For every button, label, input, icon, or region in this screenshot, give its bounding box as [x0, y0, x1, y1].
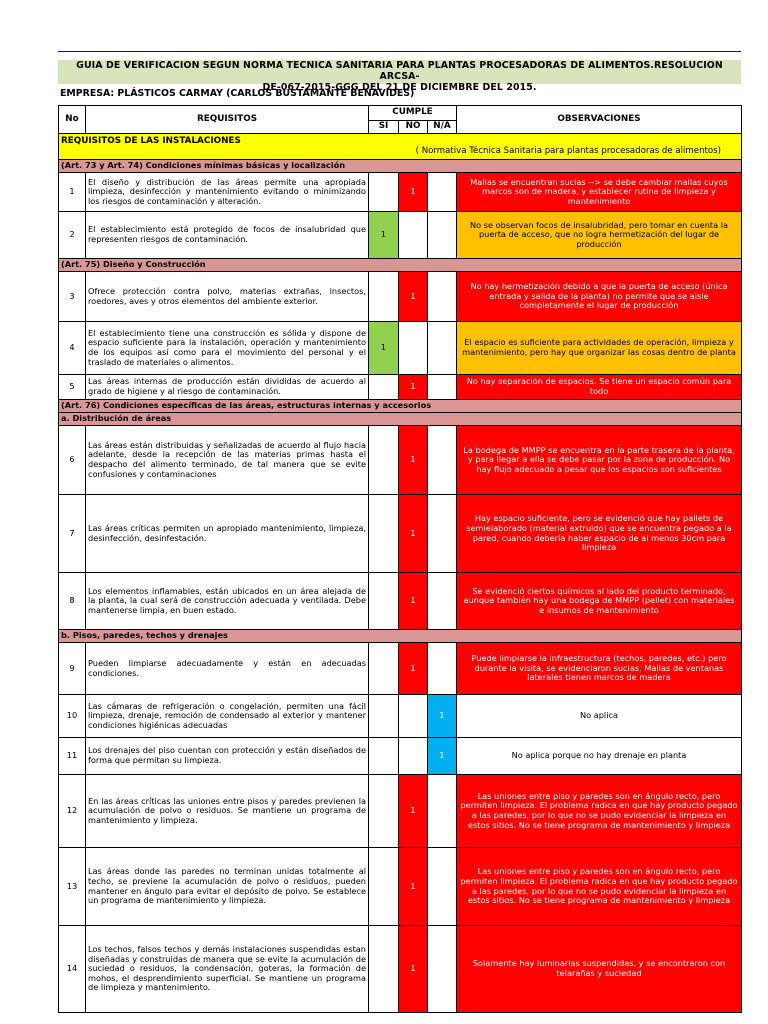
row-number: 6 [59, 426, 86, 495]
table-row [59, 848, 742, 926]
row-observation: Solamente hay luminarias suspendidas, y se encontraron con telarañas y suciedad [457, 926, 742, 1013]
cumple-na-cell [428, 426, 457, 495]
subsection-art73: (Art. 73 y Art. 74) Condiciones mínimas básicas y localización [59, 160, 742, 173]
cumple-na-cell [428, 643, 457, 695]
cumple-si-cell [369, 738, 399, 775]
table-row [59, 573, 742, 630]
table-row [59, 375, 742, 400]
cumple-na-cell [428, 212, 457, 259]
cumple-si-cell [369, 426, 399, 495]
section-note: ( Normativa Técnica Sanitaria para plantas procesadoras de alimentos) [415, 145, 721, 156]
cumple-si-cell [369, 926, 399, 1013]
row-observation: Las uniones entre piso y paredes son en ángulo recto, pero permiten limpieza. El problema radica en que hay producto pegado a las paredes, por lo que no se pudo evidenciar la limpieza en estos sitios. No se tiene programa de mantenimiento y limpieza [457, 775, 742, 848]
row-observation: No hay hermetización debido a que la puerta de acceso (única entrada y salida de la planta) no permite que se aisle completamente el lugar de producción [457, 272, 742, 322]
row-number: 10 [59, 695, 86, 738]
cumple-si-cell: 1 [369, 212, 399, 259]
title-line-2: DE-067-2015-GGG DEL 21 DE DICIEMBRE DEL 2015. [262, 82, 537, 93]
row-observation: El espacio es suficiente para actividades de operación, limpieza y mantenimiento, pero hay que organizar las cosas dentro de planta [457, 322, 742, 375]
title-line-1: GUIA DE VERIFICACION SEGUN NORMA TECNICA SANITARIA PARA PLANTAS PROCESADORAS DE ALIMENTOS.RESOLUCION ARCSA- [76, 60, 723, 82]
row-number: 5 [59, 375, 86, 400]
cumple-na-cell [428, 173, 457, 212]
row-requirement: Pueden limpiarse adecuadamente y están en adecuadas condiciones. [86, 643, 369, 695]
verification-table [58, 105, 742, 1013]
cumple-na-cell [428, 573, 457, 630]
header-no-col: NO [399, 121, 428, 134]
cumple-na-cell [428, 272, 457, 322]
top-rule [58, 51, 741, 52]
row-number: 12 [59, 775, 86, 848]
row-observation: No hay separación de espacios. Se tiene un espacio común para todo [457, 375, 742, 400]
cumple-si-cell [369, 775, 399, 848]
subsection-a: a. Distribución de áreas [59, 413, 742, 426]
row-observation: No aplica porque no hay drenaje en planta [457, 738, 742, 775]
cumple-na-cell [428, 926, 457, 1013]
cumple-no-cell: 1 [399, 926, 428, 1013]
row-requirement: Los elementos inflamables, están ubicados en un área alejada de la planta, la cual será de construcción adecuada y ventilada. Debe mantenerse limpia, en buen estado. [86, 573, 369, 630]
header-si: SI [369, 121, 399, 134]
row-number: 1 [59, 173, 86, 212]
row-requirement: El establecimiento está protegido de focos de insalubridad que representen riesgos de contaminación. [86, 212, 369, 259]
cumple-na-cell [428, 848, 457, 926]
cumple-no-cell: 1 [399, 426, 428, 495]
row-number: 13 [59, 848, 86, 926]
cumple-si-cell [369, 643, 399, 695]
rows-group-4 [59, 643, 742, 1013]
row-requirement: Las áreas internas de producción están divididas de acuerdo al grado de higiene y al riesgo de contaminación. [86, 375, 369, 400]
cumple-na-cell [428, 495, 457, 573]
table-row [59, 426, 742, 495]
table-row [59, 322, 742, 375]
row-observation: No se observan focos de insalubridad, pero tomar en cuenta la puerta de acceso, que no logra hermetización del lugar de producción [457, 212, 742, 259]
row-observation: Puede limpiarse la infraestructura (techos, paredes, etc.) pero durante la visita, se evidenciaron sucias. Mallas de ventanas laterales tienen marcos de madera [457, 643, 742, 695]
table-row [59, 643, 742, 695]
row-number: 4 [59, 322, 86, 375]
table-row [59, 775, 742, 848]
table-row [59, 926, 742, 1013]
cumple-si-cell: 1 [369, 322, 399, 375]
row-observation: Se evidenció ciertos químicos al lado del producto terminado, aunque también hay una bodega de MMPP (pellet) con materiales e insumos de mantenimiento [457, 573, 742, 630]
cumple-na-cell: 1 [428, 738, 457, 775]
row-requirement: Ofrece protección contra polvo, materias extrañas, insectos, roedores, aves y otros elementos del ambiente exterior. [86, 272, 369, 322]
row-observation: No aplica [457, 695, 742, 738]
cumple-na-cell [428, 775, 457, 848]
empresa-label: EMPRESA: PLÁSTICOS CARMAY (CARLOS BUSTAMANTE BENAVIDES) [60, 88, 415, 99]
row-number: 11 [59, 738, 86, 775]
row-number: 3 [59, 272, 86, 322]
cumple-no-cell: 1 [399, 375, 428, 400]
row-number: 14 [59, 926, 86, 1013]
section-row [59, 134, 742, 160]
rows-group-3 [59, 426, 742, 630]
row-requirement: Las áreas donde las paredes no terminan unidas totalmente al techo, se previene la acumulación de polvo o residuos, pueden mantener en ángulo para evitar el depósito de polvo. Se establece un programa de mantenimiento y limpieza. [86, 848, 369, 926]
row-requirement: Los techos, falsos techos y demás instalaciones suspendidas estan diseñadas y construidas de manera que se evite la acumulación de suciedad o residuos, la condensación, goteras, la formación de mohos, el desprendimiento superficial. Se mantiene un programa de limpieza y mantenimiento. [86, 926, 369, 1013]
row-requirement: Las cámaras de refrigeración o congelación, permiten una fácil limpieza, drenaje, remoción de condensado al exterior y mantener condiciones higiénicas adecuadas [86, 695, 369, 738]
table-row [59, 212, 742, 259]
header-observaciones: OBSERVACIONES [457, 106, 742, 134]
rows-group-2 [59, 272, 742, 400]
row-observation: Mallas se encuentran sucias --> se debe cambiar mallas cuyos marcos son de madera, y establecer rutina de limpieza y mantenimiento [457, 173, 742, 212]
table-row [59, 495, 742, 573]
row-observation: Hay espacio suficiente, pero se evidenció que hay pallets de semielaborado (material extruido) que se encuentra pegado a la pared, cuando debería haber espacio de al menos 30cm para limpieza [457, 495, 742, 573]
cumple-si-cell [369, 573, 399, 630]
cumple-no-cell: 1 [399, 775, 428, 848]
cumple-no-cell: 1 [399, 495, 428, 573]
table-row [59, 272, 742, 322]
cumple-no-cell [399, 695, 428, 738]
document-title [58, 60, 741, 93]
cumple-si-cell [369, 495, 399, 573]
header-cumple: CUMPLE [369, 106, 457, 121]
rows-group-1 [59, 173, 742, 259]
cumple-na-cell [428, 322, 457, 375]
row-number: 9 [59, 643, 86, 695]
subsection-art76: (Art. 76) Condiciones específicas de las áreas, estructuras internas y accesorios [59, 400, 742, 413]
row-observation: Las uniones entre piso y paredes son en ángulo recto, pero permiten limpieza. El problema radica en que hay producto pegado a las paredes, por lo que no se pudo evidenciar la limpieza en estos sitios. No se tiene programa de mantenimiento y limpieza [457, 848, 742, 926]
cumple-no-cell: 1 [399, 848, 428, 926]
row-requirement: Las áreas críticas permiten un apropiado mantenimiento, limpieza, desinfección, desinfestación. [86, 495, 369, 573]
table-row [59, 738, 742, 775]
row-requirement: El establecimiento tiene una construcción es sólida y dispone de espacio suficiente para la instalación, operación y mantenimiento de los equipos así como para el movimiento del personal y el traslado de materiales o alimentos. [86, 322, 369, 375]
row-number: 7 [59, 495, 86, 573]
header-requisitos: REQUISITOS [86, 106, 369, 134]
section-title: REQUISITOS DE LAS INSTALACIONES [61, 135, 241, 146]
subsection-art75: (Art. 75) Diseño y Construcción [59, 259, 742, 272]
row-requirement: El diseño y distribución de las áreas permite una apropiada limpieza, desinfección y mantenimiento evitando o minimizando los riesgos de contaminación y alteración. [86, 173, 369, 212]
row-observation: La bodega de MMPP se encuentra en la parte trasera de la planta, y para llegar a ella se debe pasar por la zona de producción. No hay flujo adecuado a pesar que los espacios son suficientes [457, 426, 742, 495]
header-no: No [59, 106, 86, 134]
cumple-si-cell [369, 695, 399, 738]
table-row [59, 173, 742, 212]
cumple-si-cell [369, 848, 399, 926]
cumple-no-cell [399, 322, 428, 375]
cumple-no-cell: 1 [399, 573, 428, 630]
row-requirement: En las áreas críticas las uniones entre pisos y paredes previenen la acumulación de polvo o residuos. Se mantiene un programa de mantenimiento y limpieza. [86, 775, 369, 848]
cumple-no-cell: 1 [399, 643, 428, 695]
subsection-b: b. Pisos, paredes, techos y drenajes [59, 630, 742, 643]
cumple-na-cell [428, 375, 457, 400]
row-number: 2 [59, 212, 86, 259]
cumple-no-cell: 1 [399, 272, 428, 322]
cumple-no-cell [399, 738, 428, 775]
cumple-si-cell [369, 272, 399, 322]
cumple-si-cell [369, 375, 399, 400]
row-requirement: Las áreas están distribuidas y señalizadas de acuerdo al flujo hacia adelante, desde la recepción de las materias primas hasta el despacho del alimento terminado, de tal manera que se evite confusiones y contaminaciones [86, 426, 369, 495]
table-row [59, 695, 742, 738]
cumple-no-cell [399, 212, 428, 259]
cumple-na-cell: 1 [428, 695, 457, 738]
row-requirement: Los drenajes del piso cuentan con protección y están diseñados de forma que permitan su limpieza. [86, 738, 369, 775]
cumple-si-cell [369, 173, 399, 212]
cumple-no-cell: 1 [399, 173, 428, 212]
row-number: 8 [59, 573, 86, 630]
header-na: N/A [428, 121, 457, 134]
